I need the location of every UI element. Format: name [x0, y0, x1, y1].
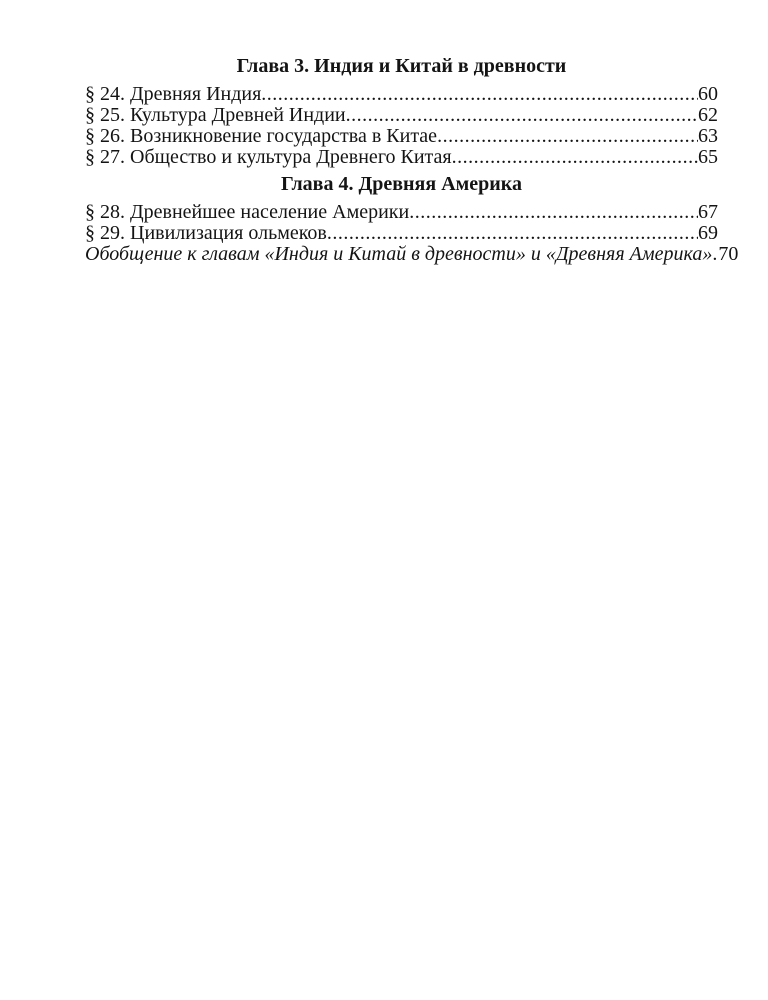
- toc-entry: [85, 202, 718, 223]
- chapter-heading: Глава 4. Древняя Америка: [280, 173, 523, 195]
- dot-leader: [346, 105, 698, 126]
- toc-entry-page: 70: [718, 243, 739, 265]
- toc-entry-label: § 27. Общество и культура Древнего Китая: [85, 146, 452, 168]
- toc-entry-page: 69: [698, 222, 718, 244]
- dot-leader: [327, 223, 698, 244]
- toc-entry-label: § 26. Возникновение государства в Китае: [85, 125, 438, 147]
- chapter-heading: Глава 3. Индия и Китай в древности: [236, 55, 567, 77]
- toc-entry-label: § 28. Древнейшее население Америки: [85, 201, 410, 223]
- toc-entry-page: 63: [698, 125, 718, 147]
- dot-leader: [452, 147, 698, 168]
- chapter-section: [85, 173, 739, 265]
- toc-entry-label: Обобщение к главам «Индия и Китай в древности» и «Древняя Америка»: [85, 243, 713, 265]
- chapter-section: [85, 56, 718, 168]
- toc-entry: [85, 84, 718, 105]
- toc-entry: [85, 105, 718, 126]
- toc-entry-page: 67: [698, 201, 718, 223]
- toc-entry-page: 60: [698, 83, 718, 105]
- toc-entry: [85, 126, 718, 147]
- toc-entry-page: 65: [698, 146, 718, 168]
- toc-entry-label: § 25. Культура Древней Индии: [85, 104, 346, 126]
- toc-entry: [85, 243, 739, 265]
- toc-entry: [85, 147, 718, 168]
- toc-entry-label: § 24. Древняя Индия: [85, 83, 262, 105]
- toc-entry-label: § 29. Цивилизация ольмеков: [85, 222, 327, 244]
- dot-leader: [261, 84, 698, 105]
- dot-leader: [409, 202, 698, 223]
- toc-entry-page: 62: [698, 104, 718, 126]
- dot-leader: [437, 126, 698, 147]
- toc-entry: [85, 223, 718, 244]
